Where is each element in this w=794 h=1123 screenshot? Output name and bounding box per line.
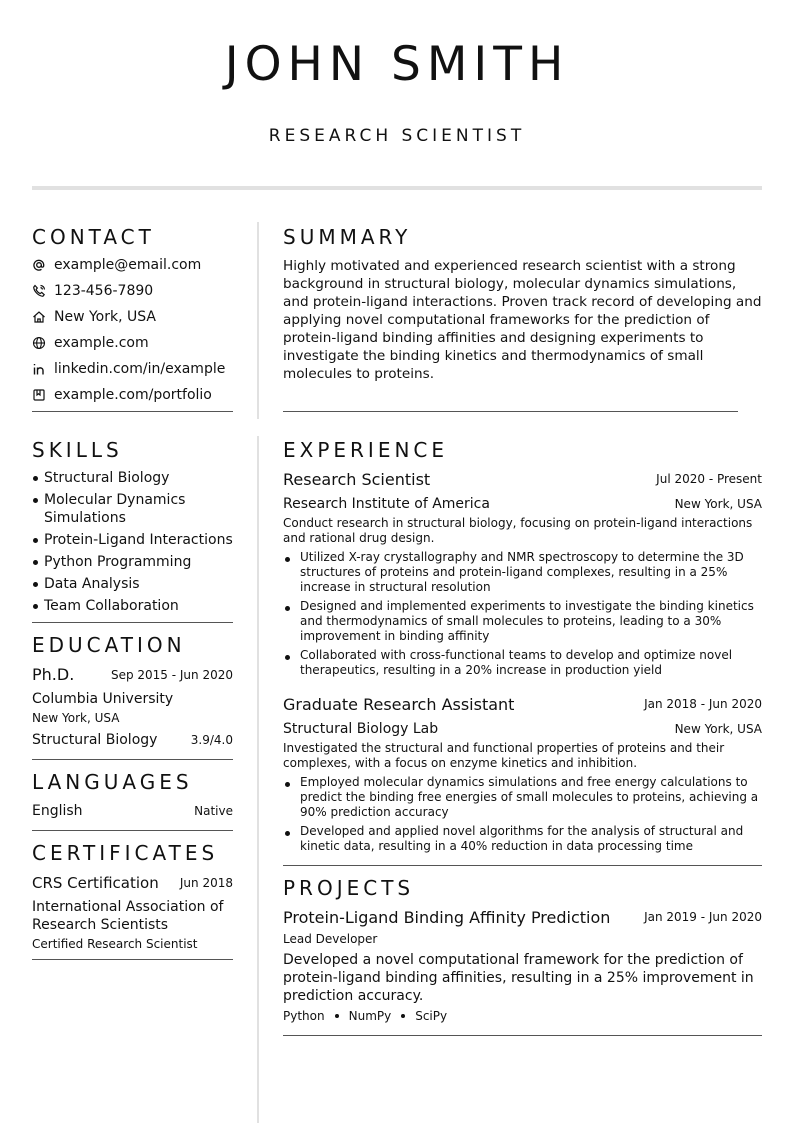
skill-item: Structural Biology [32, 469, 237, 487]
contact-linkedin[interactable] [32, 359, 225, 379]
certificates-divider [32, 959, 233, 960]
job-bullet: Designed and implemented experiments to investigate the binding kinetics and thermodynamics of small molecules to proteins, leading to a 30% improvement in binding affinity [283, 599, 763, 644]
education-school: Columbia University [32, 691, 174, 707]
tech-separator [335, 1014, 339, 1018]
education-dates: Sep 2015 - Jun 2020 [110, 668, 233, 682]
contact-location-text: New York, USA [54, 309, 156, 325]
tech-separator [401, 1014, 405, 1018]
header-divider [32, 186, 762, 190]
job-bullet: Developed and applied novel algorithms for the analysis of structural and kinetic data, resulting in a 40% reduction in data processing time [283, 824, 763, 854]
certificate-detail: Certified Research Scientist [32, 937, 198, 951]
certificate-issuer: International Association of Research Scientists [32, 899, 224, 933]
contact-phone[interactable] [32, 281, 153, 301]
job-bullet: Employed molecular dynamics simulations and free energy calculations to predict the binding free energies of small molecules to proteins, achieving a 90% prediction accuracy [283, 775, 763, 820]
tech-tag: Python [283, 1009, 325, 1023]
job-role: Research Scientist [283, 470, 431, 489]
skill-item: Data Analysis [32, 575, 237, 593]
job-title: RESEARCH SCIENTIST [268, 126, 526, 146]
language-name: English [32, 803, 83, 819]
skill-item: Molecular Dynamics Simulations [32, 491, 237, 527]
contact-heading: CONTACT [32, 225, 155, 249]
summary-heading: SUMMARY [283, 225, 412, 249]
project-description: Developed a novel computational framework for the prediction of protein-ligand binding affinities, resulting in a 25% improvement in prediction accuracy. [283, 952, 754, 1004]
certificate-date: Jun 2018 [179, 876, 233, 890]
education-gpa: 3.9/4.0 [190, 733, 233, 747]
job-bullets [283, 775, 763, 858]
projects-divider [283, 1035, 762, 1036]
column-divider [257, 222, 259, 419]
phone-icon [32, 284, 46, 298]
contact-website-text: example.com [54, 335, 149, 351]
skills-divider [32, 622, 233, 623]
education-heading: EDUCATION [32, 633, 186, 657]
tech-tag: SciPy [415, 1009, 448, 1023]
languages-heading: LANGUAGES [32, 770, 193, 794]
skills-heading: SKILLS [32, 438, 123, 462]
job-description: Conduct research in structural biology, focusing on protein-ligand interactions and rational drug design. [283, 516, 753, 545]
job-description: Investigated the structural and functional properties of proteins and their complexes, with a focus on enzyme kinetics and inhibition. [283, 741, 725, 770]
contact-linkedin-text: linkedin.com/in/example [54, 361, 226, 377]
contact-email[interactable] [32, 255, 201, 275]
job-org: Research Institute of America [283, 496, 490, 512]
job-location: New York, USA [674, 497, 762, 511]
certificates-heading: CERTIFICATES [32, 841, 219, 865]
skill-item: Protein-Ligand Interactions [32, 531, 237, 549]
experience-divider [283, 865, 762, 866]
at-icon [32, 258, 46, 272]
contact-website[interactable] [32, 333, 149, 353]
contact-email-text: example@email.com [54, 257, 202, 273]
skills-list [32, 469, 237, 619]
column-divider [257, 436, 259, 1123]
linkedin-icon [32, 362, 46, 376]
contact-portfolio[interactable] [32, 385, 212, 405]
job-org: Structural Biology Lab [283, 721, 439, 737]
job-dates: Jul 2020 - Present [656, 472, 762, 486]
projects-heading: PROJECTS [283, 876, 415, 900]
home-icon [32, 310, 46, 324]
language-level: Native [194, 804, 233, 818]
project-name: Protein-Ligand Binding Affinity Prediction [283, 908, 611, 927]
education-degree: Ph.D. [32, 665, 75, 684]
job-bullets [283, 550, 763, 682]
languages-divider [32, 830, 233, 831]
contact-location [32, 307, 156, 327]
certificate-name: CRS Certification [32, 874, 159, 892]
job-role: Graduate Research Assistant [283, 695, 515, 714]
contact-divider [32, 411, 233, 412]
contact-portfolio-text: example.com/portfolio [54, 387, 212, 403]
contact-phone-text: 123-456-7890 [54, 283, 154, 299]
education-field: Structural Biology [32, 732, 158, 748]
job-bullet: Utilized X-ray crystallography and NMR spectroscopy to determine the 3D structures of proteins and protein-ligand complexes, resulting in a 25% increase in structural resolution [283, 550, 763, 595]
education-location: New York, USA [32, 711, 120, 725]
education-divider [32, 759, 233, 760]
summary-text: Highly motivated and experienced research scientist with a strong background in structural biology, molecular dynamics simulations, and protein-ligand interactions. Proven track record of developing and applying novel computational frameworks for the prediction of protein-ligand binding affinities and designing experiments to investigate the binding kinetics and thermodynamics of small molecules to proteins. [283, 258, 762, 382]
summary-divider [283, 411, 738, 412]
project-tech-list [283, 1008, 447, 1024]
job-location: New York, USA [674, 722, 762, 736]
skill-item: Team Collaboration [32, 597, 237, 615]
candidate-name: JOHN SMITH [224, 37, 570, 92]
tech-tag: NumPy [348, 1009, 392, 1023]
project-role: Lead Developer [283, 932, 378, 946]
globe-icon [32, 336, 46, 350]
job-dates: Jan 2018 - Jun 2020 [644, 697, 762, 711]
skill-item: Python Programming [32, 553, 237, 571]
project-dates: Jan 2019 - Jun 2020 [644, 910, 762, 924]
experience-heading: EXPERIENCE [283, 438, 449, 462]
job-bullet: Collaborated with cross-functional teams to develop and optimize novel therapeutics, resulting in a 20% increase in production yield [283, 648, 763, 678]
portfolio-icon [32, 388, 46, 402]
